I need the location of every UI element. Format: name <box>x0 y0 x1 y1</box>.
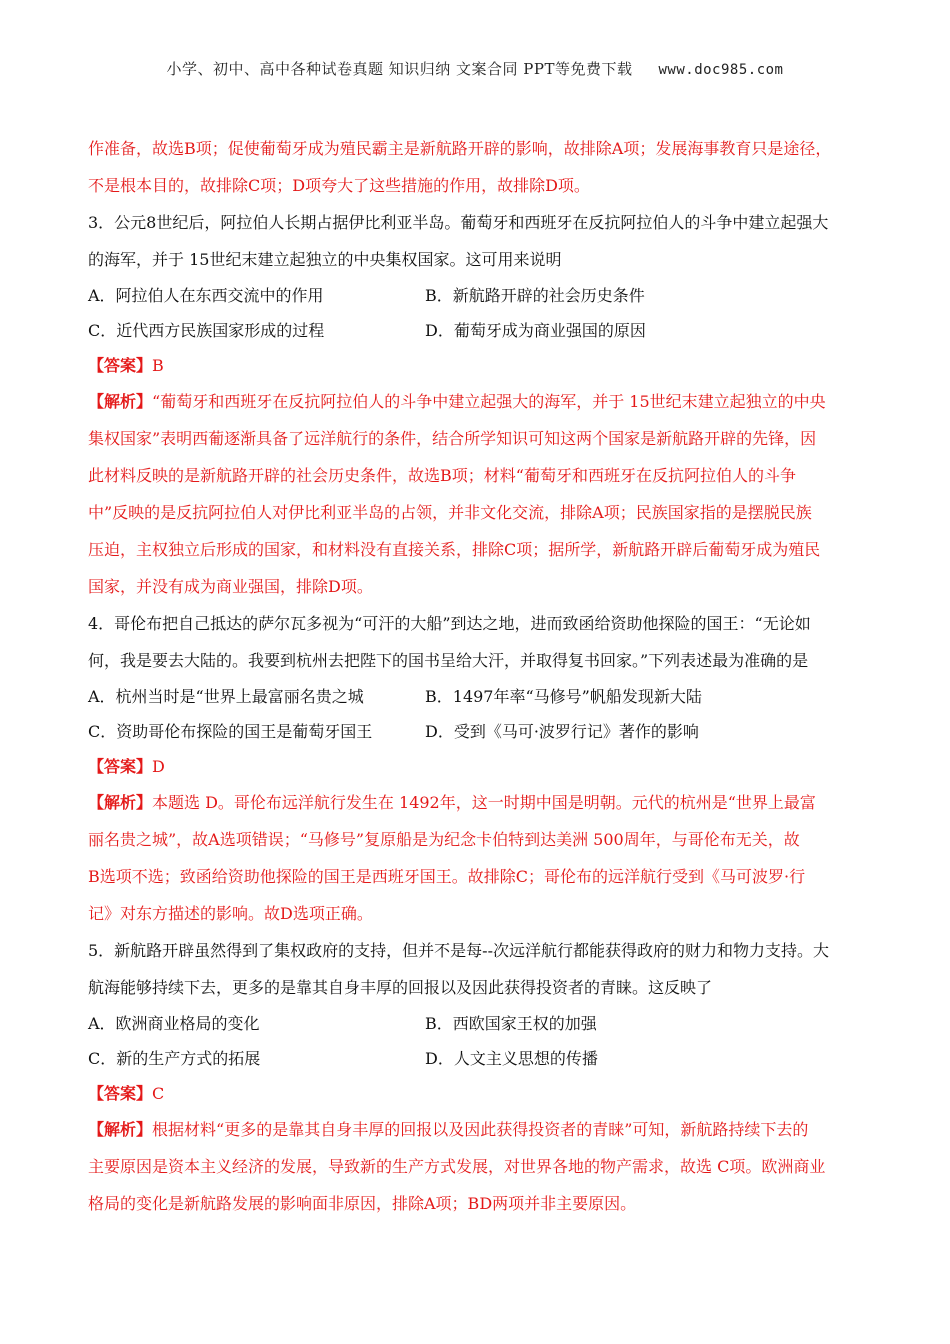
explanation-text: 根据材料“更多的是靠其自身丰厚的回报以及因此获得投资者的青睐”可知，新航路持续下去的 <box>152 1120 809 1139</box>
page-header <box>0 58 950 79</box>
prev-explanation-line: 不是根本目的，故排除C项；D项夸大了这些措施的作用，故排除D项。 <box>88 176 590 195</box>
question-stem-line: 3．公元8世纪后，阿拉伯人长期占据伊比利亚半岛。葡萄牙和西班牙在反抗阿拉伯人的斗争中建立起强大 <box>88 213 829 232</box>
option-b: B．西欧国家王权的加强 <box>425 1014 597 1033</box>
question-stem-line: 5．新航路开辟虽然得到了集权政府的支持，但并不是每--次远洋航行都能获得政府的财力和物力支持。大 <box>88 941 829 960</box>
explanation-text: 中”反映的是反抗阿拉伯人对伊比利亚半岛的占领，并非文化交流，排除A项；民族国家指的是摆脱民族 <box>88 503 812 522</box>
explanation-tag: 【解析】 <box>88 1120 153 1139</box>
option-a: A．欧洲商业格局的变化 <box>88 1014 260 1033</box>
option-c: C．资助哥伦布探险的国王是葡萄牙国王 <box>88 722 373 741</box>
option-b: B．新航路开辟的社会历史条件 <box>425 286 645 305</box>
question-stem-line: 何，我是要去大陆的。我要到杭州去把陛下的国书呈给大汗，并取得复书回家。”下列表述最为准确的是 <box>88 651 809 670</box>
explanation-text: “葡萄牙和西班牙在反抗阿拉伯人的斗争中建立起强大的海军，并于 15世纪末建立起独立的中央 <box>152 392 826 411</box>
option-a: A．杭州当时是“世界上最富丽名贵之城 <box>88 687 364 706</box>
explanation-text: 记》对东方描述的影响。故D选项正确。 <box>88 904 373 923</box>
options-row <box>88 1041 868 1076</box>
answer-tag: 【答案】 <box>88 757 153 776</box>
explanation-text: 格局的变化是新航路发展的影响面非原因，排除A项；BD两项并非主要原因。 <box>88 1194 637 1213</box>
prev-explanation-line: 作准备，故选B项；促使葡萄牙成为殖民霸主是新航路开辟的影响，故排除A项；发展海事教育只是途径， <box>88 139 832 158</box>
explanation-text: 本题选 D。哥伦布远洋航行发生在 1492年，这一时期中国是明朝。元代的杭州是“世界上最富 <box>152 793 816 812</box>
answer-value: D <box>152 757 165 776</box>
explanation-text: 主要原因是资本主义经济的发展，导致新的生产方式发展，对世界各地的物产需求，故选 C项。欧洲商业 <box>88 1157 826 1176</box>
answer-value: C <box>152 1084 165 1103</box>
answer-line <box>88 1076 868 1111</box>
explanation-tag: 【解析】 <box>88 793 153 812</box>
question-stem-line: 航海能够持续下去，更多的是靠其自身丰厚的回报以及因此获得投资者的青睐。这反映了 <box>88 978 713 997</box>
option-d: D．人文主义思想的传播 <box>425 1049 598 1068</box>
explanation <box>88 383 868 605</box>
header-text: 小学、初中、高中各种试卷真题 知识归纳 文案合同 PPT等免费下载 <box>166 60 633 78</box>
options-row <box>88 278 868 313</box>
option-c: C．近代西方民族国家形成的过程 <box>88 321 325 340</box>
explanation-text: 集权国家”表明西葡逐渐具备了远洋航行的条件，结合所学知识可知这两个国家是新航路开辟的先锋，因 <box>88 429 817 448</box>
option-b: B．1497年率“马修号”帆船发现新大陆 <box>425 687 702 706</box>
header-site-link[interactable]: www.doc985.com <box>658 62 784 78</box>
option-a: A．阿拉伯人在东西交流中的作用 <box>88 286 324 305</box>
explanation-text: 国家，并没有成为商业强国，排除D项。 <box>88 577 373 596</box>
question-5 <box>88 932 868 1222</box>
question-3 <box>88 204 868 605</box>
answer-line <box>88 749 868 784</box>
answer-value: B <box>152 356 164 375</box>
explanation-text: 压迫，主权独立后形成的国家，和材料没有直接关系，排除C项；据所学，新航路开辟后葡萄牙成为殖民 <box>88 540 821 559</box>
explanation-text: 丽名贵之城”，故A选项错误；“马修号”复原船是为纪念卡伯特到达美洲 500周年，与哥伦布无关，故 <box>88 830 800 849</box>
option-d: D．受到《马可·波罗行记》著作的影响 <box>425 722 699 741</box>
question-stem-line: 4．哥伦布把自己抵达的萨尔瓦多视为“可汗的大船”到达之地，进而致函给资助他探险的国王：“无论如 <box>88 614 811 633</box>
options-row <box>88 1006 868 1041</box>
answer-tag: 【答案】 <box>88 356 153 375</box>
options-row <box>88 313 868 348</box>
document-content <box>88 130 868 1222</box>
question-4 <box>88 605 868 932</box>
explanation-tag: 【解析】 <box>88 392 153 411</box>
explanation <box>88 784 868 932</box>
options-row <box>88 679 868 714</box>
options-row <box>88 714 868 749</box>
option-c: C．新的生产方式的拓展 <box>88 1049 261 1068</box>
explanation-text: B选项不选；致函给资助他探险的国王是西班牙国王。故排除C；哥伦布的远洋航行受到《马可波罗·行 <box>88 867 806 886</box>
explanation <box>88 1111 868 1222</box>
answer-line <box>88 348 868 383</box>
answer-tag: 【答案】 <box>88 1084 153 1103</box>
option-d: D．葡萄牙成为商业强国的原因 <box>425 321 646 340</box>
explanation-text: 此材料反映的是新航路开辟的社会历史条件，故选B项；材料“葡萄牙和西班牙在反抗阿拉伯人的斗争 <box>88 466 796 485</box>
question-stem-line: 的海军，并于 15世纪末建立起独立的中央集权国家。这可用来说明 <box>88 250 562 269</box>
